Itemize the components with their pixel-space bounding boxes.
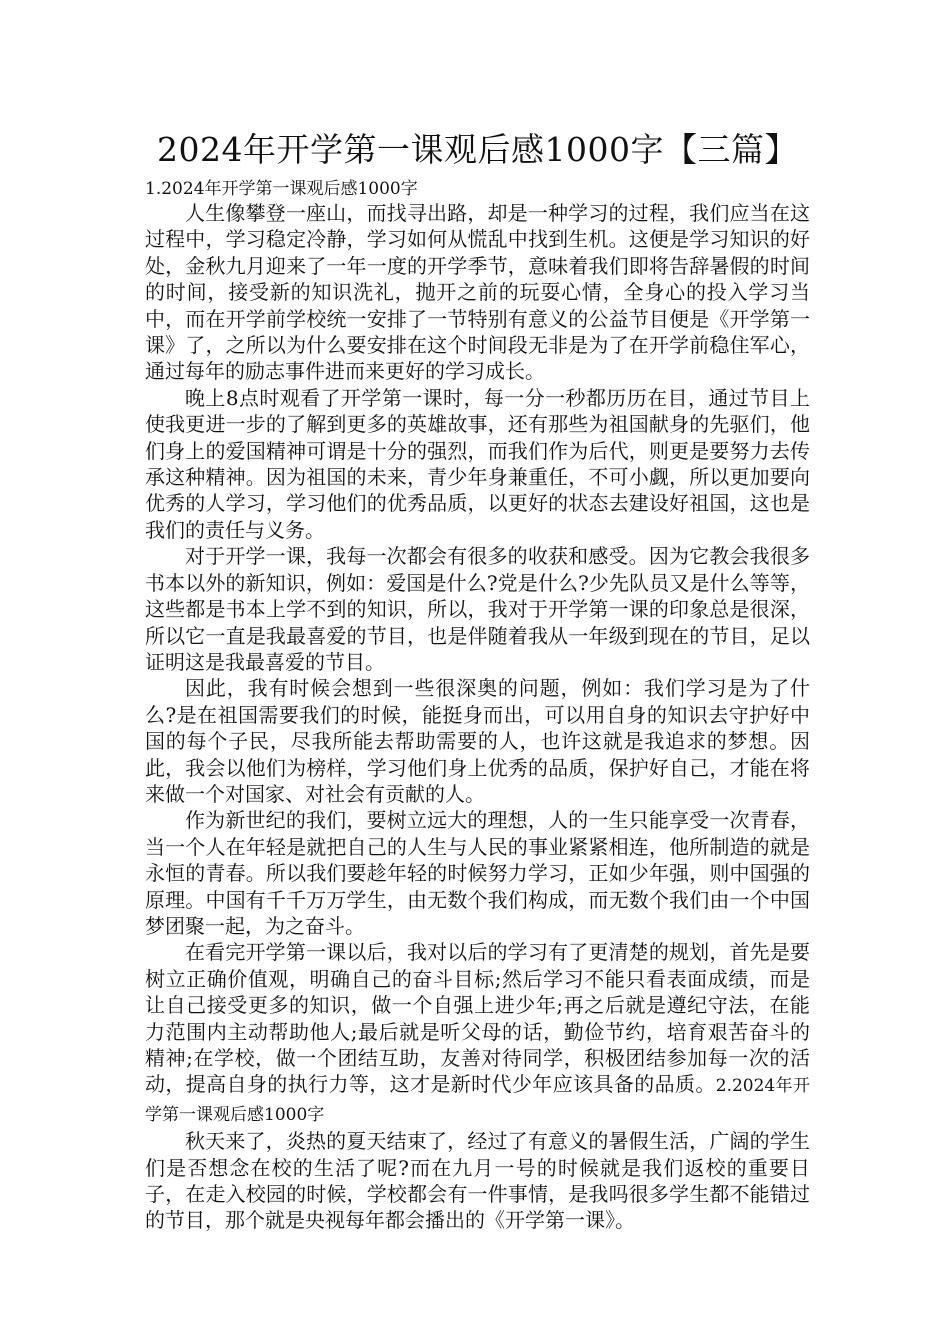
paragraph-6 — [145, 939, 810, 1128]
document-title: 2024年开学第一课观后感1000字【三篇】 — [157, 130, 798, 169]
paragraph-4: 因此，我有时候会想到一些很深奥的问题，例如：我们学习是为了什么?是在祖国需要我们的时候，能挺身而出，可以用自身的知识去守护好中国的每个子民，尽我所能去帮助需要的人，也许这就是我追求的梦想。因此，我会以他们为榜样，学习他们身上优秀的品质，保护好自己，才能在将来做一个对国家、对社会有贡献的人。 — [145, 676, 810, 806]
paragraph-6-text: 在看完开学第一课以后，我对以后的学习有了更清楚的规划，首先是要树立正确价值观，明确自己的奋斗目标;然后学习不能只看表面成绩，而是让自己接受更多的知识，做一个自强上进少年;再之后就是遵纪守法，在能力范围内主动帮助他人;最后就是听父母的话，勤俭节约，培育艰苦奋斗的精神;在学校，做一个团结互助，友善对待同学，积极团结参加每一次的活动，提高自身的执行力等，这才是新时代少年应该具备的品质。 — [145, 940, 810, 1097]
paragraph-7: 秋天来了，炎热的夏天结束了，经过了有意义的暑假生活，广阔的学生们是否想念在校的生活了呢?而在九月一号的时候就是我们返校的重要日子，在走入校园的时候，学校都会有一件事情，是我吗很多学生都不能错过的节目，那个就是央视每年都会播出的《开学第一课》。 — [145, 1129, 810, 1233]
section-1-heading: 1.2024年开学第一课观后感1000字 — [145, 179, 418, 199]
paragraph-3: 对于开学一课，我每一次都会有很多的收获和感受。因为它教会我很多书本以外的新知识，例如：爱国是什么?党是什么?少先队员又是什么等等，这些都是书本上学不到的知识，所以，我对于开学第一课的印象总是很深，所以它一直是我最喜爱的节目，也是伴随着我从一年级到现在的节目，足以证明这是我最喜爱的节目。 — [145, 544, 810, 674]
section-2-heading: 2.2024年开学第一课观后感1000字 — [145, 1076, 811, 1125]
document-page — [145, 128, 810, 1234]
paragraph-5: 作为新世纪的我们，要树立远大的理想，人的一生只能享受一次青春，当一个人在年轻是就把自己的人生与人民的事业紧紧相连，他所制造的就是永恒的青春。所以我们要趁年轻的时候努力学习，正如少年强，则中国强的原理。中国有千千万万学生，由无数个我们构成，而无数个我们由一个中国梦团聚一起，为之奋斗。 — [145, 808, 810, 938]
paragraph-1: 人生像攀登一座山，而找寻出路，却是一种学习的过程，我们应当在这过程中，学习稳定冷静，学习如何从慌乱中找到生机。这便是学习知识的好处，金秋九月迎来了一年一度的开学季节，意味着我们即将告辞暑假的时间的时间，接受新的知识洗礼，抛开之前的玩耍心情，全身心的投入学习当中，而在开学前学校统一安排了一节特别有意义的公益节目便是《开学第一课》了，之所以为什么要安排在这个时间段无非是为了在开学前稳住军心，通过每年的励志事件进而来更好的学习成长。 — [145, 201, 810, 384]
paragraph-2: 晚上8点时观看了开学第一课时，每一分一秒都历历在目，通过节目上使我更进一步的了解到更多的英雄故事，还有那些为祖国献身的先驱们，他们身上的爱国精神可谓是十分的强烈，而我们作为后代，则更是要努力去传承这种精神。因为祖国的未来，青少年身兼重任，不可小觑，所以更加要向优秀的人学习，学习他们的优秀品质，以更好的状态去建设好祖国，这也是我们的责任与义务。 — [145, 385, 810, 542]
